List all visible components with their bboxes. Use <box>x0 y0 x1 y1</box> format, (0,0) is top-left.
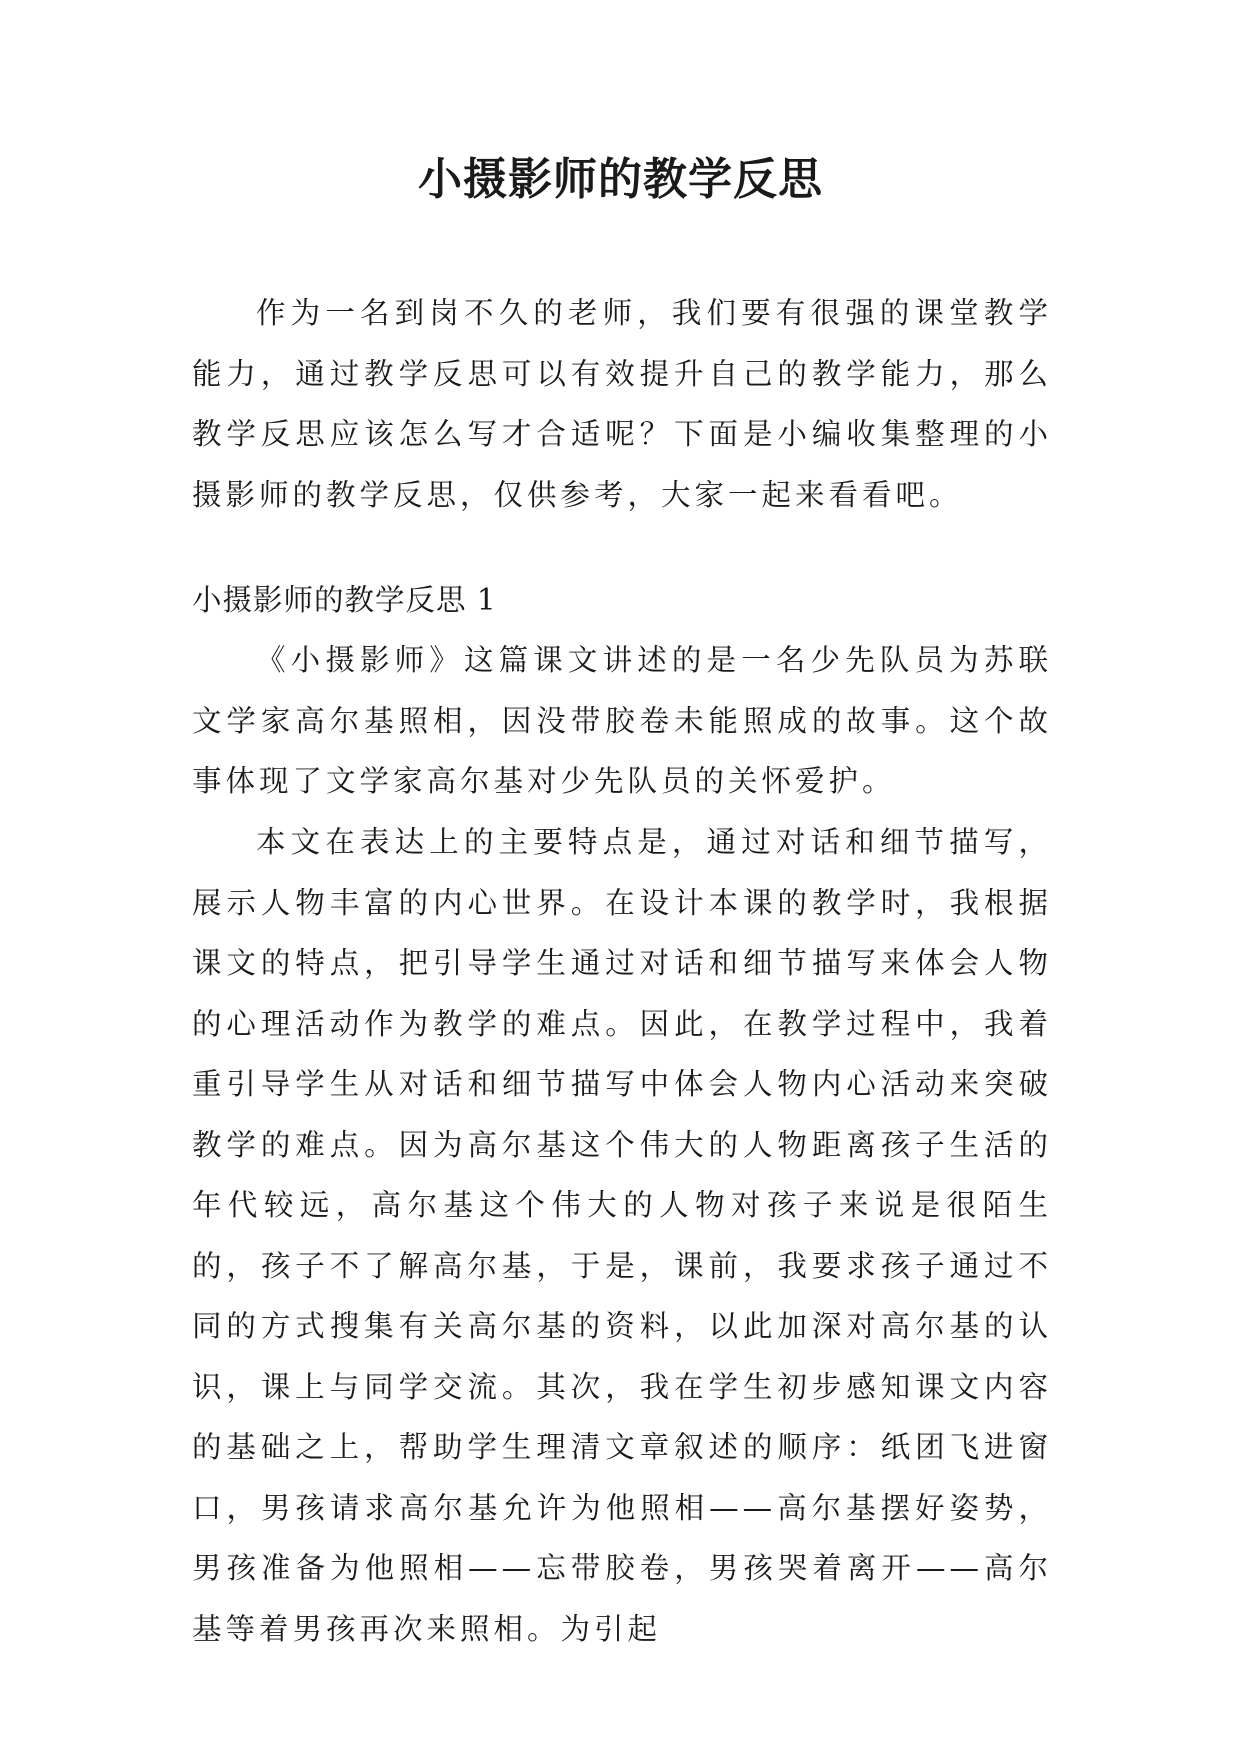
section-heading: 小摄影师的教学反思 1 <box>192 583 497 617</box>
section-paragraph-1: 《小摄影师》这篇课文讲述的是一名少先队员为苏联文学家高尔基照相，因没带胶卷未能照成的故事。这个故事体现了文学家高尔基对少先队员的关怀爱护。 <box>192 643 1052 798</box>
document-title: 小摄影师的教学反思 <box>418 154 823 205</box>
intro-paragraph: 作为一名到岗不久的老师，我们要有很强的课堂教学能力，通过教学反思可以有效提升自己的教学能力，那么教学反思应该怎么写才合适呢？下面是小编收集整理的小摄影师的教学反思，仅供参考，大家一起来看看吧。 <box>192 296 1052 512</box>
section-paragraph-2: 本文在表达上的主要特点是，通过对话和细节描写，展示人物丰富的内心世界。在设计本课的教学时，我根据课文的特点，把引导学生通过对话和细节描写来体会人物的心理活动作为教学的难点。因此，在教学过程中，我着重引导学生从对话和细节描写中体会人物内心活动来突破教学的难点。因为高尔基这个伟大的人物距离孩子生活的年代较远，高尔基这个伟大的人物对孩子来说是很陌生的，孩子不了解高尔基，于是，课前，我要求孩子通过不同的方式搜集有关高尔基的资料，以此加深对高尔基的认识，课上与同学交流。其次，我在学生初步感知课文内容的基础之上，帮助学生理清文章叙述的顺序：纸团飞进窗口，男孩请求高尔基允许为他照相——高尔基摆好姿势，男孩准备为他照相——忘带胶卷，男孩哭着离开——高尔基等着男孩再次来照相。为引起 <box>192 825 1052 1646</box>
